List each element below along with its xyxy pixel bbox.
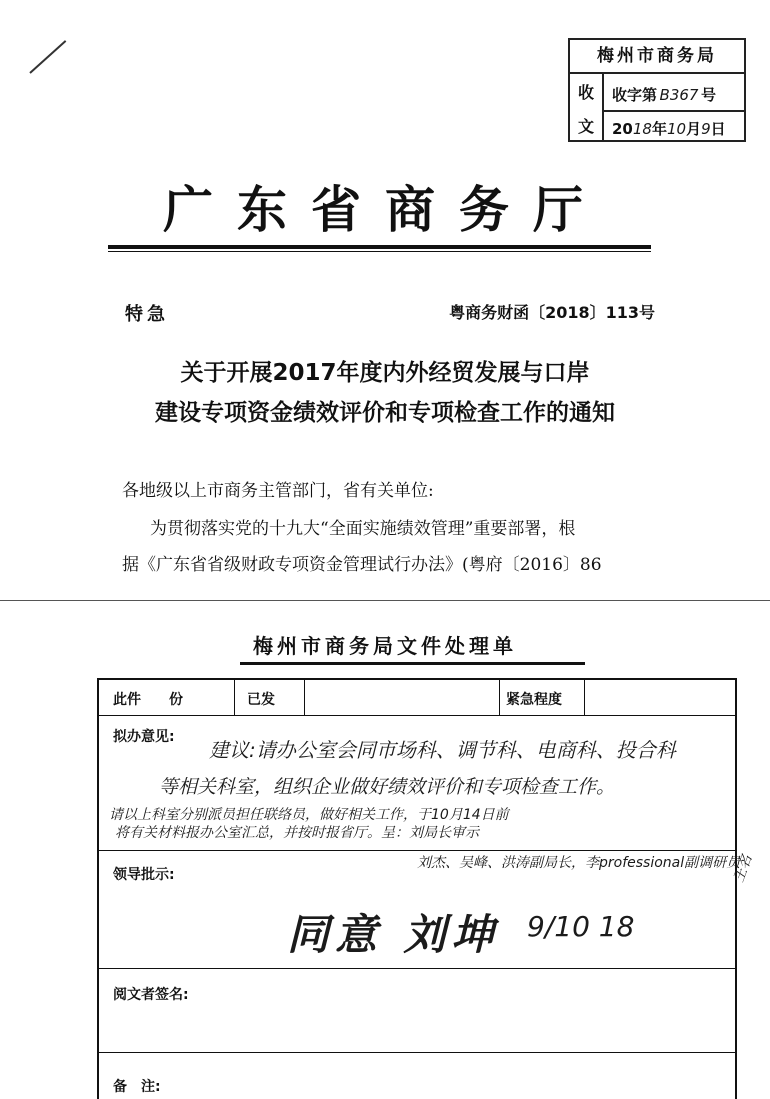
stamp-date-year: 18 — [632, 120, 652, 138]
leader-label: 领导批示: — [113, 867, 175, 883]
header-divider-1 — [234, 680, 235, 716]
stamp-date-month-char: 月 — [686, 120, 702, 138]
handwritten-edge-note: 王名 — [730, 852, 756, 885]
handwritten-proposal-5: 刘杰、吴峰、洪涛副局长，李professional副调研员 — [417, 855, 741, 871]
sheet-edge — [0, 600, 770, 601]
letterhead-rule — [108, 245, 651, 249]
row-line-4 — [99, 1052, 735, 1053]
header-divider-4 — [584, 680, 585, 716]
letterhead-title: 广东省商务厅 — [163, 181, 607, 239]
addressee: 各地级以上市商务主管部门，省有关单位: — [122, 481, 434, 501]
stamp-side-char-2: 文 — [577, 117, 594, 136]
processing-form — [97, 678, 741, 1099]
header-divider-3 — [499, 680, 500, 716]
notes-label: 备 注: — [113, 1079, 161, 1095]
stamp-date-day-char: 日 — [710, 120, 726, 138]
subject-line-1: 关于开展2017年度内外经贸发展与口岸 — [180, 360, 590, 386]
stamp-divider — [604, 110, 746, 112]
reader-label: 阅文者签名: — [113, 987, 189, 1003]
handwritten-leader-signature: 同意 刘坤 — [287, 910, 500, 959]
stamp-side — [570, 74, 604, 142]
row-line-3 — [99, 968, 735, 969]
body-line-1: 为贯彻落实党的十九大“全面实施绩效管理”重要部署，根 — [150, 519, 576, 539]
document-number: 粤商务财函〔2018〕113号 — [449, 303, 655, 322]
handwritten-proposal-3: 请以上科室分别派员担任联络员，做好相关工作，于10月14日前 — [109, 807, 509, 823]
header-divider-2 — [304, 680, 305, 716]
urgency-field-label: 紧急程度 — [506, 692, 562, 708]
handwritten-proposal-2: 等相关科室，组织企业做好绩效评价和专项检查工作。 — [159, 776, 616, 798]
stamp-date-day: 9 — [701, 120, 711, 138]
body-line-2: 据《广东省省级财政专项资金管理试行办法》(粤府〔2016〕86 — [122, 555, 602, 575]
stamp-number-prefix: 收字第 — [612, 86, 658, 104]
receipt-stamp — [568, 38, 746, 142]
handwritten-leader-date: 9/10 18 — [527, 910, 635, 943]
stamp-side-char-1: 收 — [577, 83, 594, 102]
stamp-number-suffix: 号 — [701, 86, 717, 104]
subject-line-2: 建设专项资金绩效评价和专项检查工作的通知 — [155, 400, 615, 426]
stamp-org: 梅州市商务局 — [570, 40, 744, 74]
issued-label: 已发 — [247, 692, 275, 708]
handwritten-proposal-1: 建议:请办公室会同市场科、调节科、电商科、投合科 — [209, 738, 676, 762]
copies-label: 此件 份 — [113, 692, 183, 708]
urgency-label: 特急 — [125, 304, 169, 325]
letterhead-rule-thin — [108, 251, 651, 252]
form-title: 梅州市商务局文件处理单 — [253, 634, 517, 658]
form-title-rule — [240, 662, 585, 665]
row-line-1 — [99, 715, 735, 716]
stamp-date-month: 10 — [666, 120, 687, 138]
stamp-receipt-date — [612, 118, 726, 139]
clip-mark — [29, 40, 66, 74]
row-line-2 — [99, 850, 735, 851]
stamp-date-year-char: 年 — [651, 120, 667, 138]
stamp-number-value: B367 — [659, 86, 699, 104]
stamp-date-prefix: 20 — [612, 120, 633, 138]
proposal-label: 拟办意见: — [113, 729, 175, 745]
stamp-receipt-number — [612, 84, 716, 105]
handwritten-proposal-4: 将有关材料报办公室汇总，并按时报省厅。呈：刘局长审示 — [115, 825, 479, 841]
